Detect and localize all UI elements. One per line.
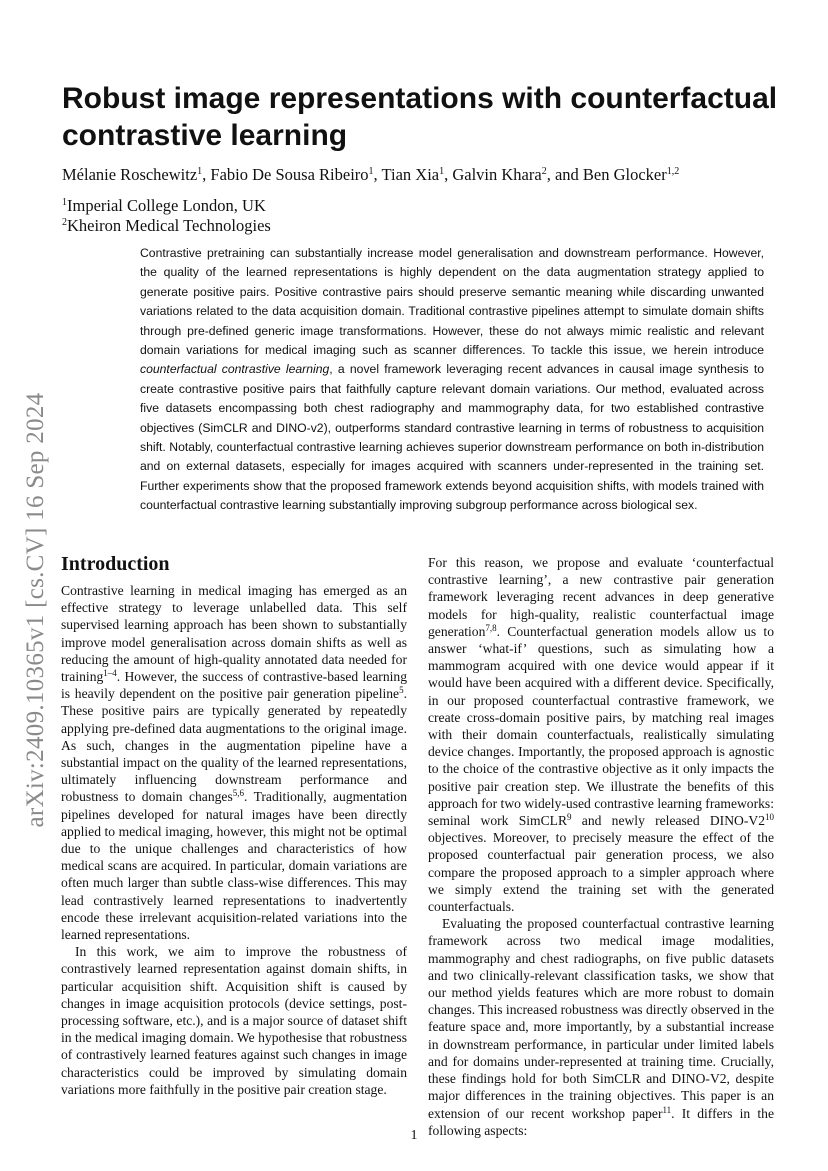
affiliation-list bbox=[62, 196, 782, 236]
author-name: Tian Xia bbox=[381, 165, 440, 184]
affiliation-item bbox=[62, 216, 782, 236]
body-paragraph bbox=[61, 582, 407, 943]
paragraph-text: and newly released DINO-V2 bbox=[571, 813, 765, 829]
author-affiliation-mark: 1 bbox=[197, 166, 203, 177]
abstract bbox=[140, 244, 764, 516]
paragraph-text: Evaluating the proposed counterfactual contrastive learning framework across two medical image modalities, mammography and chest radiographs, on five public datasets and two clinically-relevant classification tasks, we show that our method yields features which are more robust to domain changes. This increased robustness was directly observed in the feature space and, more importantly, by a substantial increase in downstream performance, in particular under limited labels and for domains under-represented at training time. Crucially, these findings hold for both SimCLR and DINO-V2, despite major differences in the training objectives. This paper is an extension of our recent workshop paper bbox=[428, 916, 774, 1121]
author-affiliation-mark: 1 bbox=[368, 166, 374, 177]
citation-link[interactable]: 11 bbox=[662, 1104, 672, 1115]
citation-link[interactable]: 10 bbox=[765, 812, 774, 823]
author-affiliation-mark: 2 bbox=[541, 166, 547, 177]
page-number: 1 bbox=[410, 1128, 418, 1143]
author-affiliation-mark: 1,2 bbox=[666, 166, 680, 177]
body-paragraph bbox=[428, 554, 774, 915]
author-name: Fabio De Sousa Ribeiro bbox=[210, 165, 369, 184]
abstract-emphasis: counterfactual contrastive learning bbox=[140, 362, 330, 377]
section-heading: Introduction bbox=[61, 553, 170, 575]
citation-link[interactable]: 1–4 bbox=[103, 668, 117, 679]
paragraph-text: Contrastive learning in medical imaging has emerged as an effective strategy to leverage unlabelled data. This self supervised learning approach has been shown to substantially improve model generalisation across domain shifts as well as reducing the amount of high-quality annotated data needed for training bbox=[61, 583, 407, 685]
affiliation-name: Kheiron Medical Technologies bbox=[67, 216, 271, 235]
arxiv-side-identifier bbox=[16, 360, 56, 860]
affiliation-mark: 2 bbox=[62, 217, 67, 228]
paragraph-text: . Traditionally, augmentation pipelines developed for natural images have been directly applied to medical imaging, however, this might not be optimal due to the unique challenges and characteristics of how medical scans are acquired. In particular, domain variations are often much larger than subtle class-wise differences. This may lead contrastively learned representations to inadvertently encode these irrelevant acquisition-related variations into the learned representations. bbox=[61, 789, 407, 943]
citation-link[interactable]: 7,8 bbox=[485, 622, 497, 633]
arxiv-id-text: arXiv:2409.10365v1 [cs.CV] 16 Sep 2024 bbox=[22, 392, 49, 828]
paragraph-text: In this work, we aim to improve the robustness of contrastively learned representation against domain shifts, in particular acquisition shift. Acquisition shift is caused by changes in image acquisition protocols (device settings, post-processing software, etc.), and is a major source of dataset shift in the medical imaging domain. We hypothesise that robustness of contrastively learned features against such changes in image characteristics could be improved by simulating domain variations more faithfully in the positive pair creation stage. bbox=[61, 944, 407, 1097]
author-list: Mélanie Roschewitz$^1$, Fabio De Sousa Ribeiro$^1$, Tian Xia$^1$, Galvin Khara$^2$, and Ben Glocker$^{1,2}$ bbox=[62, 165, 680, 184]
paragraph-text: For this reason, we propose and evaluate ‘counterfactual contrastive learning’, a new contrastive pair generation framework leveraging recent advances in deep generative models for high-quality, realistic counterfactual image generation bbox=[428, 555, 774, 639]
paragraph-text: . Counterfactual generation models allow us to answer ‘what-if’ questions, such as simulating how a mammogram acquired with one device would appear if it would have been acquired with a different device. Specifically, in our proposed counterfactual contrastive framework, we create cross-domain positive pairs, by matching real images with their domain counterfactuals, realistically simulating device changes. Importantly, the proposed approach is agnostic to the choice of the contrastive objective as it only impacts the positive pair creation step. We illustrate the benefits of this approach for two widely-used contrastive learning frameworks: seminal work SimCLR bbox=[428, 623, 774, 829]
body-paragraph bbox=[428, 915, 774, 1139]
citation-link[interactable]: 5,6 bbox=[232, 788, 245, 799]
body-paragraph bbox=[61, 943, 407, 1098]
body-column-right bbox=[428, 554, 774, 1139]
author-name: Mélanie Roschewitz bbox=[62, 165, 198, 184]
author-name: Galvin Khara bbox=[452, 165, 542, 184]
affiliation-name: Imperial College London, UK bbox=[67, 196, 266, 215]
affiliation-item bbox=[62, 196, 782, 216]
citation-link[interactable]: 5 bbox=[399, 685, 404, 696]
paper-title: Robust image representations with counterfactual contrastive learning bbox=[62, 82, 778, 152]
citation-link[interactable]: 9 bbox=[567, 812, 572, 823]
paragraph-text: . These positive pairs are typically generated by repeatedly applying pre-defined data augmentations to the original image. As such, changes in the augmentation pipeline have a substantial impact on the quality of the learned representations, ultimately influencing downstream performance and robustness to domain changes bbox=[61, 686, 407, 805]
affiliation-mark: 1 bbox=[62, 197, 67, 208]
author-affiliation-mark: 1 bbox=[439, 166, 445, 177]
paragraph-text: . It differs in the following aspects: bbox=[428, 1105, 774, 1138]
paragraph-text: objectives. Moreover, to precisely measure the effect of the proposed counterfactual pair generation process, we also compare the proposed approach to a simpler approach where we simply extend the training set with the generated counterfactuals. bbox=[428, 830, 774, 915]
abstract-text: , a novel framework leveraging recent advances in causal image synthesis to create contrastive positive pairs that faithfully capture relevant domain variations. Our method, evaluated across five datasets encompassing both chest radiography and mammography data, for two established contrastive objectives (SimCLR and DINO-v2), outperforms standard contrastive learning in terms of robustness to acquisition shift. Notably, counterfactual contrastive learning achieves superior downstream performance on both in-distribution and on external datasets, especially for images acquired with scanners under-represented in the training set. Further experiments show that the proposed framework extends beyond acquisition shifts, with models trained with counterfactual contrastive learning substantially improving subgroup performance across biological sex. bbox=[140, 362, 764, 513]
body-column-left bbox=[61, 552, 407, 1098]
author-name: and Ben Glocker bbox=[554, 165, 667, 184]
paragraph-text: . However, the success of contrastive-based learning is heavily dependent on the positive pair generation pipeline bbox=[61, 669, 407, 702]
abstract-text: Contrastive pretraining can substantially increase model generalisation and downstream performance. However, the quality of the learned representations is highly dependent on the data augmentation strategy applied to generate positive pairs. Positive contrastive pairs should preserve semantic meaning while discarding unwanted variations related to the data acquisition domain. Traditional contrastive pipelines attempt to simulate domain shifts through pre-defined generic image transformations. However, these do not always mimic realistic and relevant domain variations for medical imaging such as scanner differences. To tackle this issue, we herein introduce bbox=[140, 246, 764, 358]
